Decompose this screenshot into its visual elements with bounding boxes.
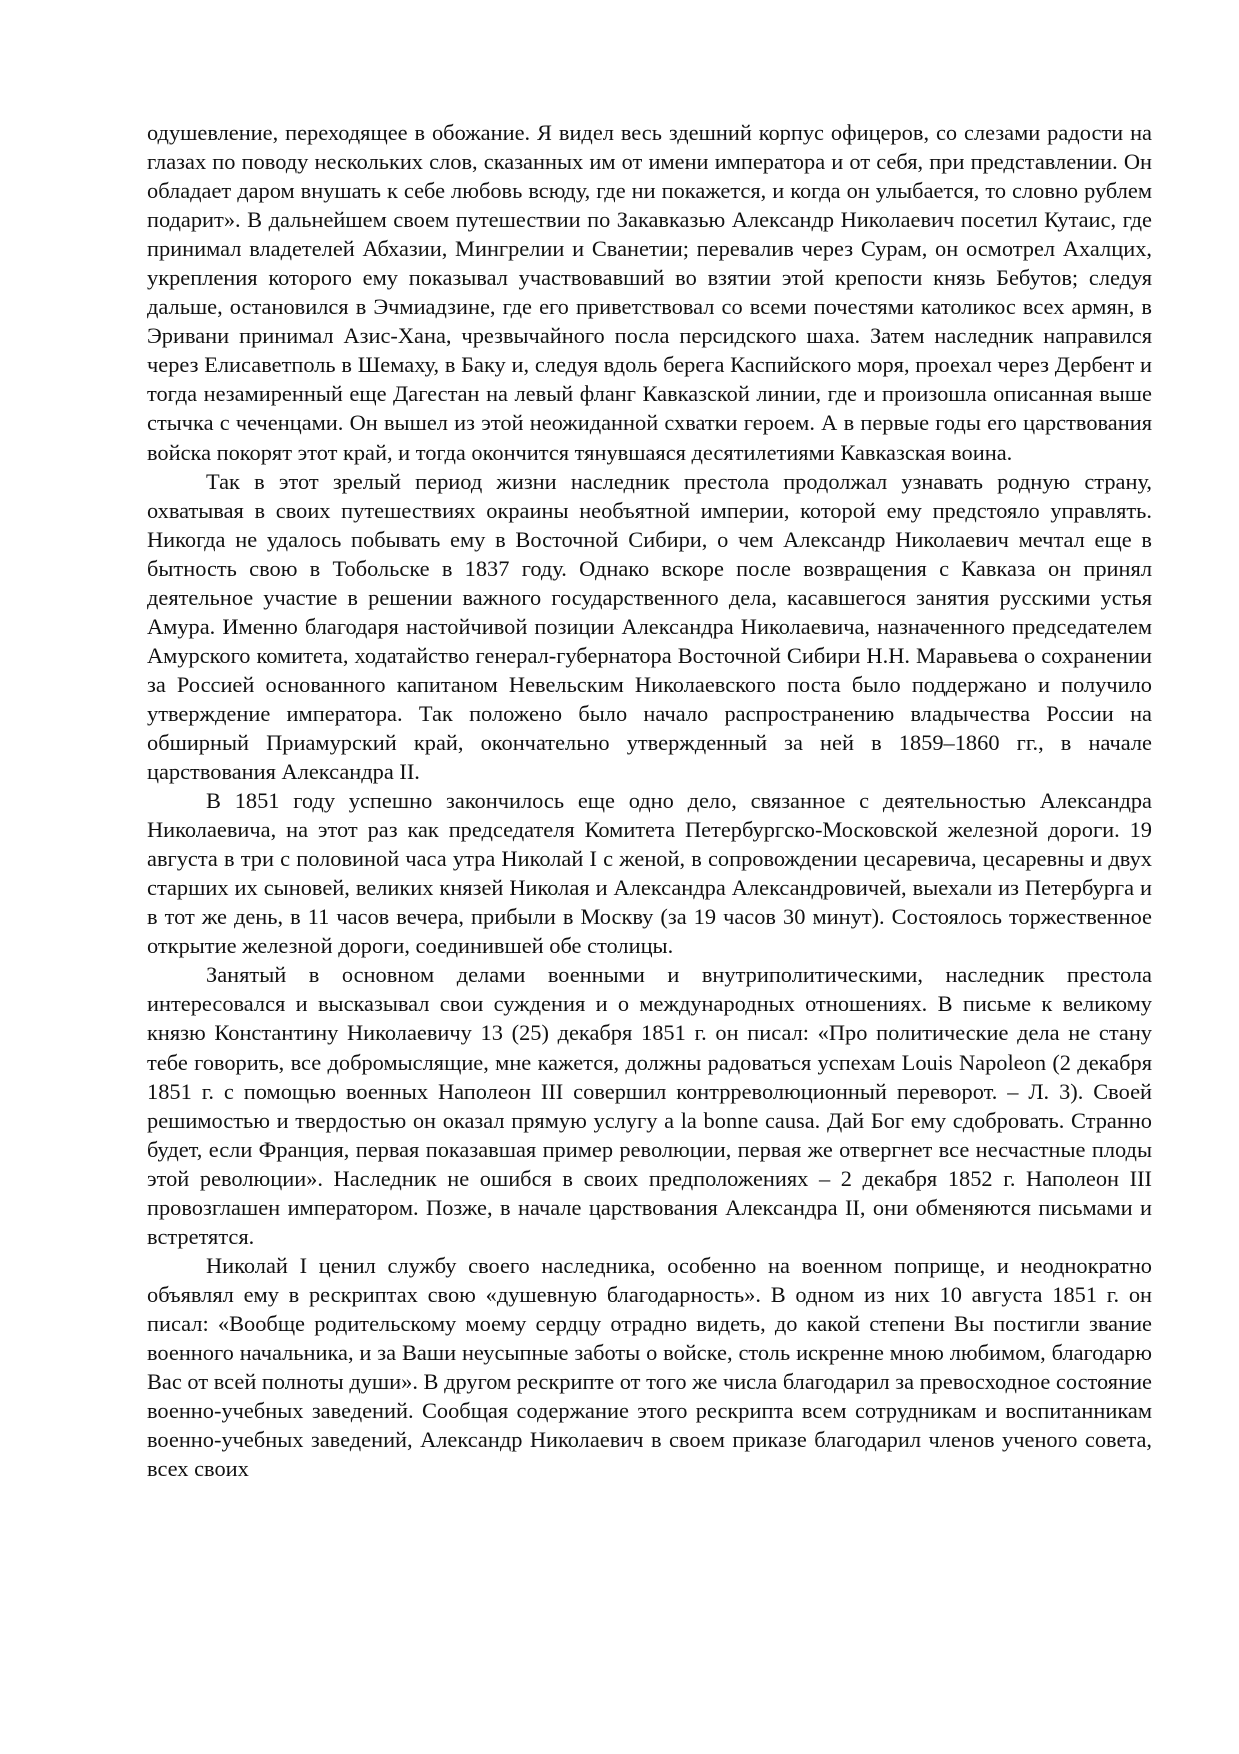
paragraph-3: В 1851 году успешно закончилось еще одно дело, связанное с деятельностью Александра Николаевича, на этот раз как председателя Комитета Петербургско-Московской железной дороги. 19 августа в три с половиной часа утра Николай I с женой, в сопровождении цесаревича, цесаревны и двух старших их сыновей, великих князей Николая и Александра Александровичей, выехали из Петербурга и в тот же день, в 11 часов вечера, прибыли в Москву (за 19 часов 30 минут). Состоялось торжественное открытие железной дороги, соединившей обе столицы. xyxy=(147,788,1152,959)
paragraph-1: одушевление, переходящее в обожание. Я видел весь здешний корпус офицеров, со слезами радости на глазах по поводу нескольких слов, сказанных им от имени императора и от себя, при представлении. Он обладает даром внушать к себе любовь всюду, где ни покажется, и когда он улыбается, то словно рублем подарит». В дальнейшем своем путешествии по Закавказью Александр Николаевич посетил Кутаис, где принимал владетелей Абхазии, Мингрелии и Сванетии; перевалив через Сурам, он осмотрел Ахалцих, укрепления которого ему показывал участвовавший во взятии этой крепости князь Бебутов; следуя дальше, остановился в Эчмиадзине, где его приветствовал со всеми почестями католикос всех армян, в Эривани принимал Азис-Хана, чрезвычайного посла персидского шаха. Затем наследник направился через Елисаветполь в Шемаху, в Баку и, следуя вдоль берега Каспийского моря, проехал через Дербент и тогда незамиренный еще Дагестан на левый фланг Кавказской линии, где и произошла описанная выше стычка с чеченцами. Он вышел из этой неожиданной схватки героем. А в первые годы его царствования войска покорят этот край, и тогда окончится тянувшаяся десятилетиями Кавказская воина. xyxy=(147,120,1152,465)
document-body xyxy=(147,118,1152,1483)
paragraph-2: Так в этот зрелый период жизни наследник престола продолжал узнавать родную страну, охватывая в своих путешествиях окраины необъятной империи, которой ему предстояло управлять. Никогда не удалось побывать ему в Восточной Сибири, о чем Александр Николаевич мечтал еще в бытность свою в Тобольске в 1837 году. Однако вскоре после возвращения с Кавказа он принял деятельное участие в решении важного государственного дела, касавшегося занятия русскими устья Амура. Именно благодаря настойчивой позиции Александра Николаевича, назначенного председателем Амурского комитета, ходатайство генерал-губернатора Восточной Сибири Н.Н. Маравьева о сохранении за Россией основанного капитаном Невельским Николаевского поста было поддержано и получило утверждение императора. Так положено было начало распространению владычества России на обширный Приамурский край, окончательно утвержденный за ней в 1859–1860 гг., в начале царствования Александра II. xyxy=(147,468,1152,785)
paragraph-5: Николай I ценил службу своего наследника, особенно на военном поприще, и неоднократно объявлял ему в рескриптах свою «душевную благодарность». В одном из них 10 августа 1851 г. он писал: «Вообще родительскому моему сердцу отрадно видеть, до какой степени Вы постигли звание военного начальника, и за Ваши неусыпные заботы о войске, столь искренне мною любимом, благодарю Вас от всей полноты души». В другом рескрипте от того же числа благодарил за превосходное состояние военно-учебных заведений. Сообщая содержание этого рескрипта всем сотрудникам и воспитанникам военно-учебных заведений, Александр Николаевич в своем приказе благодарил членов ученого совета, всех своих xyxy=(147,1252,1152,1482)
paragraph-4: Занятый в основном делами военными и внутриполитическими, наследник престола интересовался и высказывал свои суждения и о международных отношениях. В письме к великому князю Константину Николаевичу 13 (25) декабря 1851 г. он писал: «Про политические дела не стану тебе говорить, все добромыслящие, мне кажется, должны радоваться успехам Louis Napoleon (2 декабря 1851 г. с помощью военных Наполеон III совершил контрреволюционный переворот. – Л. 3). Своей решимостью и твердостью он оказал прямую услугу a la bonne causa. Дай Бог ему сдобровать. Странно будет, если Франция, первая показавшая пример революции, первая же отвергнет все несчастные плоды этой революции». Наследник не ошибся в своих предположениях – 2 декабря 1852 г. Наполеон III провозглашен императором. Позже, в начале царствования Александра II, они обменяются письмами и встретятся. xyxy=(147,962,1152,1249)
